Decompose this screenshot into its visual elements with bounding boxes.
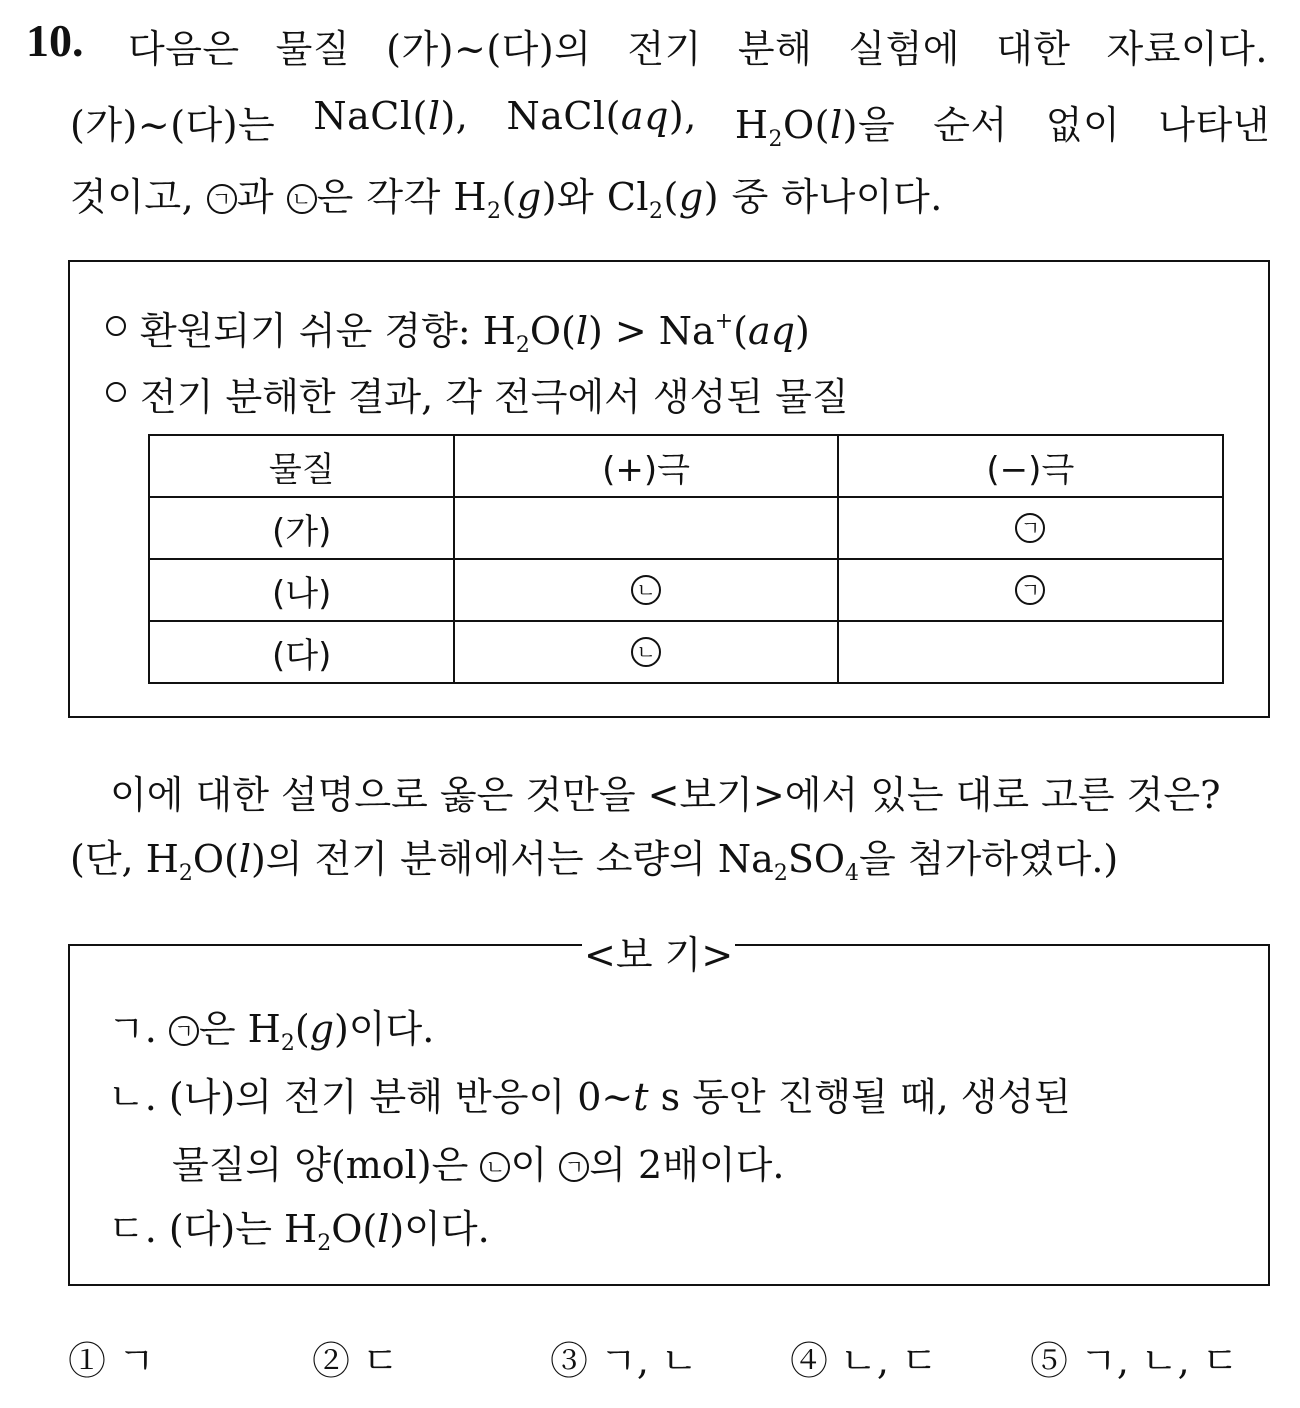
- bogi-item-3: ㄷ. (다)는 $H_2O(l)$이다.: [108, 1207, 490, 1256]
- choice-3[interactable]: ③ ㄱ, ㄴ: [550, 1339, 698, 1383]
- electrolysis-result-table: [148, 434, 1224, 684]
- data-box: [68, 260, 1270, 718]
- table-cell-cathode: [838, 621, 1223, 683]
- circled-giyeok-icon: ㄱ: [559, 1152, 589, 1182]
- question-stem-line-1: [128, 18, 1268, 73]
- table-cell-cathode: [838, 559, 1223, 621]
- question-stem-line-2: [70, 94, 1270, 152]
- choice-1[interactable]: ① ㄱ: [68, 1339, 155, 1383]
- table-row: [149, 497, 1223, 559]
- stem-word: (가)~(다)의: [386, 27, 592, 71]
- table-cell-cathode: [838, 497, 1223, 559]
- bullet-electrolysis-result: 전기 분해한 결과, 각 전극에서 생성된 물질: [106, 366, 849, 421]
- table-header-cathode: (−)극: [838, 435, 1223, 497]
- stem-word: 대한: [996, 27, 1071, 71]
- table-cell-substance: (가): [149, 497, 454, 559]
- circled-nieun-icon: ㄴ: [631, 575, 661, 605]
- table-cell-anode: [454, 621, 837, 683]
- stem-word: 실험에: [848, 27, 961, 71]
- table-header-row: [149, 435, 1223, 497]
- table-row: [149, 621, 1223, 683]
- circled-giyeok-icon: ㄱ: [169, 1016, 199, 1046]
- bogi-item-1: ㄱ. ㄱ 은 $H_2(g)$이다.: [108, 1007, 435, 1056]
- prompt-line-2: (단, $H_2O(l)$의 전기 분해에서는 소량의 $Na_2SO_4$을 첨가하였다.): [70, 837, 1119, 886]
- table-cell-substance: (다): [149, 621, 454, 683]
- circled-giyeok-icon: ㄱ: [1015, 513, 1045, 543]
- stem-formula-nacl-aq: NaCl(aq),: [506, 94, 697, 138]
- stem-word: 자료이다.: [1106, 27, 1268, 71]
- circled-nieun-icon: ㄴ: [631, 637, 661, 667]
- table-cell-anode: [454, 497, 837, 559]
- bullet-circle-icon: [106, 382, 126, 402]
- stem-word: 전기: [627, 27, 702, 71]
- stem-formula-nacl-l: NaCl(l),: [313, 94, 469, 138]
- question-stem-line-3: 것이고, ㄱ 과 ㄴ 은 각각 $H_2(g)$와 $Cl_2(g)$ 중 하나이다.: [70, 175, 943, 224]
- table-header-anode: (+)극: [454, 435, 837, 497]
- circled-giyeok-icon: ㄱ: [207, 184, 237, 214]
- bogi-item-2-line-1: ㄴ. (나)의 전기 분해 반응이 0~t s 동안 진행될 때, 생성된: [108, 1075, 1071, 1119]
- bogi-title: <보 기>: [582, 924, 735, 979]
- table-cell-substance: (나): [149, 559, 454, 621]
- prompt-line-1: 이에 대한 설명으로 옳은 것만을 <보기>에서 있는 대로 고른 것은?: [110, 773, 1221, 817]
- table-row: [149, 559, 1223, 621]
- stem-word: (가)~(다)는: [70, 103, 276, 147]
- circled-nieun-icon: ㄴ: [287, 184, 317, 214]
- choice-2[interactable]: ② ㄷ: [312, 1339, 399, 1383]
- answer-choices: [68, 1330, 1268, 1383]
- stem-word: 나타낸: [1158, 103, 1270, 147]
- circled-nieun-icon: ㄴ: [480, 1152, 510, 1182]
- bogi-item-2-line-2: 물질의 양(mol)은 ㄴ 이 ㄱ 의 2배이다.: [172, 1143, 785, 1187]
- bullet-circle-icon: [106, 316, 126, 336]
- stem-formula-h2o-l: $H_2O(l)$을: [734, 103, 896, 152]
- stem-word: 순서: [933, 103, 1008, 147]
- table-cell-anode: [454, 559, 837, 621]
- question-number: 10.: [26, 15, 84, 66]
- stem-word: 다음은: [128, 27, 240, 71]
- circled-giyeok-icon: ㄱ: [1015, 575, 1045, 605]
- stem-word: 분해: [737, 27, 813, 71]
- stem-word: 없이: [1045, 103, 1121, 147]
- table-header-substance: 물질: [149, 435, 454, 497]
- choice-4[interactable]: ④ ㄴ, ㄷ: [790, 1339, 938, 1383]
- choice-5[interactable]: ⑤ ㄱ, ㄴ, ㄷ: [1030, 1339, 1239, 1383]
- bullet-reduction-tendency: 환원되기 쉬운 경향: $H_2O(l) > Na^+(aq)$: [106, 300, 810, 355]
- stem-word: 물질: [275, 27, 351, 71]
